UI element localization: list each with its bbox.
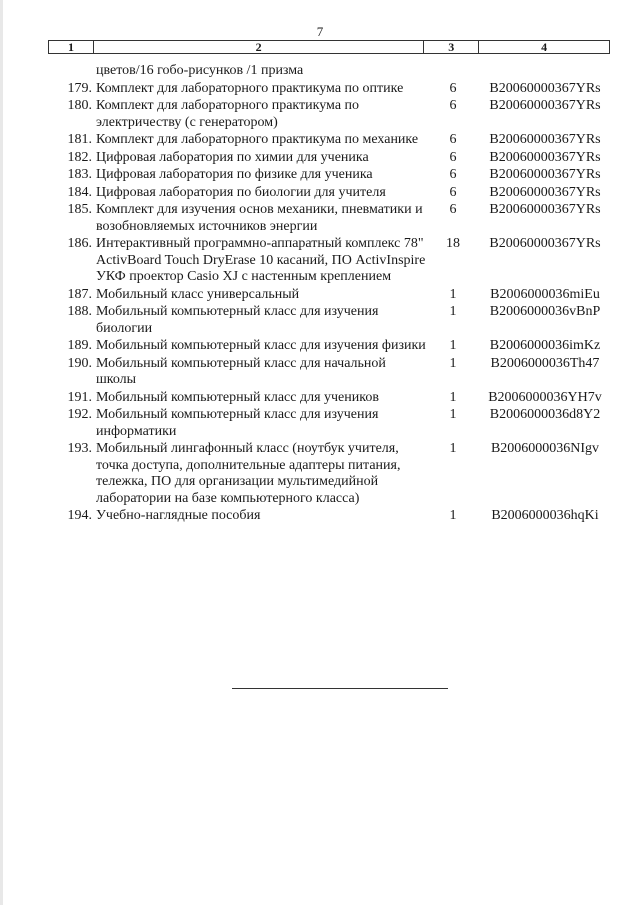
- row-name: Цифровая лаборатория по физике для ученика: [96, 167, 373, 182]
- row-name: Интерактивный программно-аппаратный комплекс 78" ActivBoard Touch DryErase 10 касаний, ПО ActivInspire УКФ проектор Casio XJ с настенным креплением: [96, 236, 426, 284]
- row-quantity: 6: [449, 132, 457, 147]
- row-code: B2006000036miEu: [490, 286, 600, 302]
- header-col-4: 4: [479, 41, 610, 54]
- row-number: 189.: [67, 338, 92, 353]
- table-row: [48, 236, 610, 286]
- end-line: [232, 688, 448, 689]
- row-number: 194.: [67, 508, 92, 523]
- row-number: 180.: [67, 98, 92, 113]
- row-number: 188.: [67, 304, 92, 319]
- row-number: 185.: [67, 202, 92, 217]
- row-name: Мобильный лингафонный класс (ноутбук учителя, точка доступа, дополнительные адаптеры питания, тележка, ПО для организации мультимедийной лаборатории на базе компьютерного класса): [96, 441, 401, 506]
- row-quantity: 6: [449, 98, 457, 113]
- table-row: [48, 63, 610, 80]
- row-number: 191.: [67, 389, 92, 405]
- table-row: [48, 132, 610, 149]
- page-number: 7: [316, 24, 324, 39]
- header-col-3: 3: [424, 41, 479, 54]
- table-row: [48, 167, 610, 184]
- row-quantity: [426, 63, 480, 80]
- row-number: 186.: [67, 236, 92, 251]
- row-number: 179.: [67, 80, 92, 96]
- row-code: B20060000367YRs: [489, 167, 601, 182]
- row-quantity: 1: [449, 286, 457, 302]
- row-code: B2006000036YH7v: [488, 389, 602, 405]
- row-number: 182.: [67, 149, 92, 165]
- row-name: Мобильный компьютерный класс для изучения физики: [96, 338, 426, 353]
- row-name: Комплект для изучения основ механики, пневматики и возобновляемых источников энергии: [96, 202, 423, 234]
- row-quantity: 18: [446, 236, 460, 251]
- row-name: Мобильный компьютерный класс для учеников: [96, 389, 379, 405]
- row-quantity: 1: [449, 389, 457, 405]
- row-quantity: 1: [449, 407, 457, 422]
- table-row: [48, 407, 610, 440]
- row-code: B20060000367YRs: [489, 149, 601, 165]
- header-col-1: 1: [49, 41, 94, 54]
- table-header: [48, 40, 610, 54]
- row-code: B2006000036NIgv: [490, 441, 600, 456]
- row-quantity: 6: [449, 149, 457, 165]
- row-code: B2006000036imKz: [489, 338, 601, 353]
- row-quantity: 1: [449, 441, 457, 456]
- row-quantity: 1: [449, 304, 457, 319]
- row-code: B20060000367YRs: [489, 236, 601, 251]
- row-code: B2006000036hqKi: [491, 508, 599, 523]
- table-row: [48, 287, 610, 304]
- table-row: [48, 150, 610, 167]
- table-row: [48, 508, 610, 525]
- row-code: [480, 63, 610, 80]
- row-quantity: 1: [449, 355, 457, 371]
- row-code: B2006000036vBnP: [489, 304, 601, 319]
- row-name: цветов/16 гобо-рисунков /1 призма: [96, 63, 304, 78]
- row-quantity: 1: [449, 338, 457, 353]
- row-number: 193.: [67, 441, 92, 456]
- table-row: [48, 390, 610, 407]
- row-name: Мобильный компьютерный класс для изучения информатики: [96, 407, 379, 439]
- row-quantity: 6: [449, 202, 457, 217]
- table-body: [48, 63, 610, 526]
- table-row: [48, 356, 610, 389]
- row-name: Мобильный компьютерный класс для изучения биологии: [96, 304, 379, 336]
- row-name: Комплект для лабораторного практикума по механике: [96, 132, 419, 147]
- row-code: B20060000367YRs: [489, 202, 601, 217]
- row-name: Комплект для лабораторного практикума по электричеству (с генератором): [96, 98, 360, 130]
- table-row: [48, 441, 610, 507]
- row-name: Цифровая лаборатория по химии для ученика: [96, 149, 369, 165]
- row-quantity: 6: [449, 80, 457, 96]
- row-name: Мобильный класс универсальный: [96, 286, 300, 302]
- row-code: B2006000036d8Y2: [489, 407, 601, 422]
- row-code: B20060000367YRs: [489, 80, 601, 96]
- row-name: Цифровая лаборатория по биологии для учителя: [96, 184, 386, 200]
- row-number: 190.: [67, 355, 92, 371]
- row-name: Мобильный компьютерный класс для начальной школы: [96, 355, 386, 387]
- table-row: [48, 185, 610, 202]
- row-name: Учебно-наглядные пособия: [96, 508, 261, 523]
- table-row: [48, 202, 610, 235]
- row-number: 187.: [67, 286, 92, 302]
- row-number: 181.: [67, 132, 92, 147]
- table-row: [48, 81, 610, 98]
- row-code: B20060000367YRs: [489, 98, 601, 113]
- row-name: Комплект для лабораторного практикума по оптике: [96, 80, 404, 96]
- table-row: [48, 98, 610, 131]
- row-code: B20060000367YRs: [489, 132, 601, 147]
- row-number: 183.: [67, 167, 92, 182]
- row-number: 184.: [67, 184, 92, 200]
- row-quantity: 6: [449, 184, 457, 200]
- row-quantity: 1: [449, 508, 457, 523]
- scan-edge: [0, 0, 3, 905]
- table-row: [48, 338, 610, 355]
- header-col-2: 2: [93, 41, 423, 54]
- row-code: B2006000036Th47: [490, 355, 600, 371]
- row-quantity: 6: [449, 167, 457, 182]
- row-number: 192.: [67, 407, 92, 422]
- row-code: B20060000367YRs: [489, 184, 601, 200]
- table-row: [48, 304, 610, 337]
